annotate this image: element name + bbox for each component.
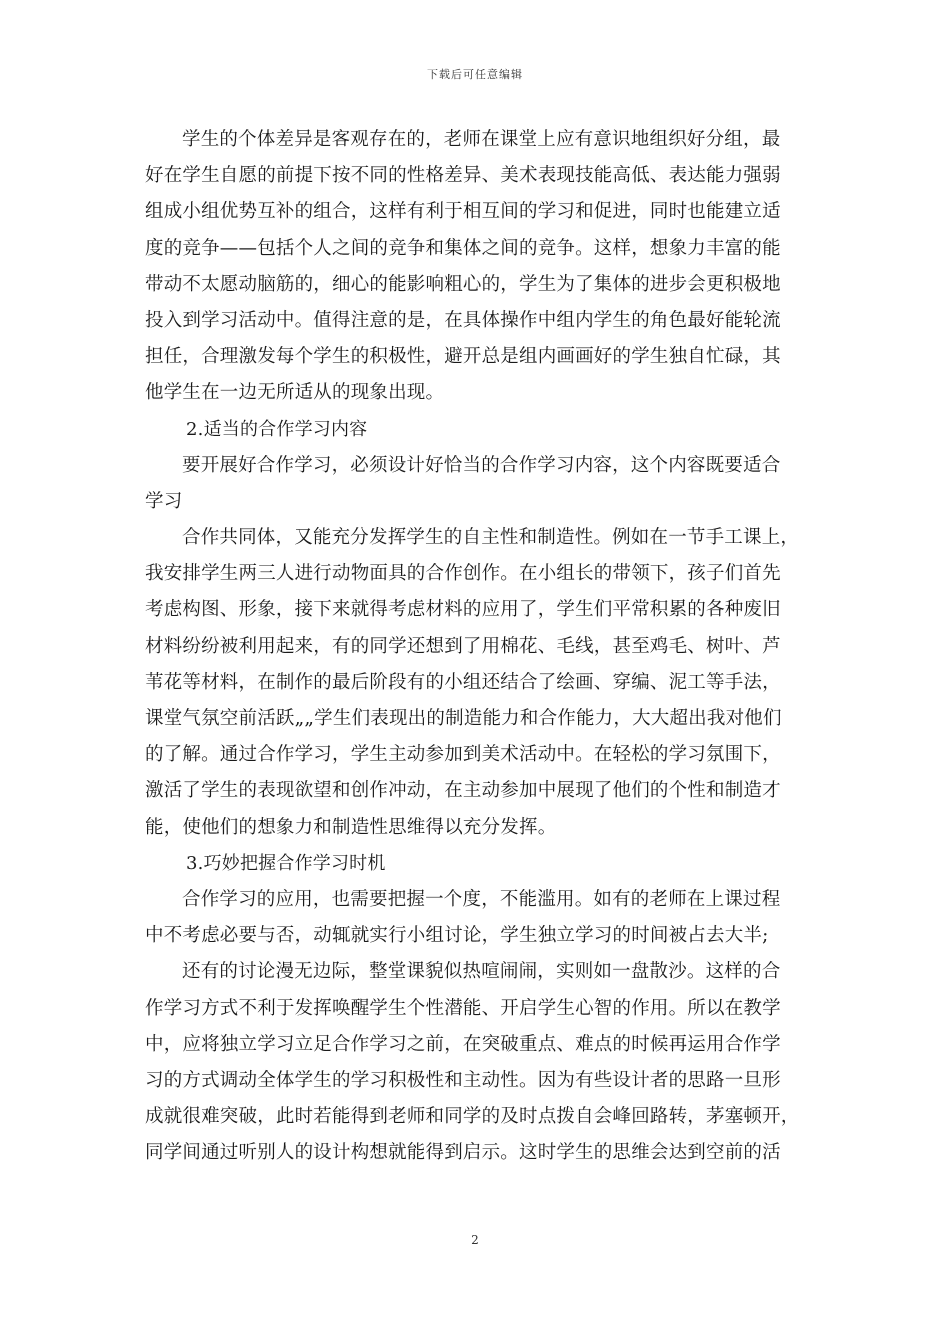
section-heading: 2.适当的合作学习内容	[186, 418, 368, 440]
paragraph-line: 合作学习的应用，也需要把握一个度，不能滥用。如有的老师在上课过程	[182, 888, 781, 910]
page-number: 2	[471, 1233, 479, 1247]
paragraph-line: 要开展好合作学习，必须设计好恰当的合作学习内容，这个内容既要适合	[182, 454, 781, 476]
paragraph-line: 学生的个体差异是客观存在的，老师在课堂上应有意识地组织好分组，最	[182, 129, 781, 150]
paragraph-line: 的了解。通过合作学习，学生主动参加到美术活动中。在轻松的学习氛围下，	[145, 744, 781, 766]
section-heading: 3.巧妙把握合作学习时机	[186, 852, 386, 874]
paragraph-line: 考虑构图、形象，接下来就得考虑材料的应用了，学生们平常积累的各种废旧	[145, 599, 781, 621]
paragraph-line: 还有的讨论漫无边际，整堂课貌似热喧闹闹，实则如一盘散沙。这样的合	[182, 961, 781, 983]
paragraph-line: 担任，合理激发每个学生的积极性，避开总是组内画画好的学生独自忙碌，其	[145, 346, 781, 368]
page-header: 下载后可任意编辑	[427, 68, 523, 81]
paragraph-line: 中不考虑必要与否，动辄就实行小组讨论，学生独立学习的时间被占去大半;	[145, 925, 769, 947]
paragraph-line: 好在学生自愿的前提下按不同的性格差异、美术表现技能高低、表达能力强弱	[145, 165, 781, 187]
paragraph-line: 同学间通过听别人的设计构想就能得到启示。这时学生的思维会达到空前的活	[145, 1142, 781, 1164]
paragraph-line: 能，使他们的想象力和制造性思维得以充分发挥。	[145, 816, 557, 838]
paragraph-line: 投入到学习活动中。值得注意的是，在具体操作中组内学生的角色最好能轮流	[145, 309, 781, 331]
paragraph-line: 度的竞争——包括个人之间的竞争和集体之间的竞争。这样，想象力丰富的能	[145, 237, 781, 259]
paragraph-line: 中，应将独立学习立足合作学习之前，在突破重点、难点的时候再运用合作学	[145, 1033, 781, 1055]
paragraph-line: 带动不太愿动脑筋的，细心的能影响粗心的，学生为了集体的进步会更积极地	[145, 273, 781, 295]
paragraph-line: 他学生在一边无所适从的现象出现。	[145, 382, 445, 404]
paragraph-line: 作学习方式不利于发挥唤醒学生个性潜能、开启学生心智的作用。所以在教学	[145, 997, 781, 1019]
paragraph-line: 材料纷纷被利用起来，有的同学还想到了用棉花、毛线，甚至鸡毛、树叶、芦	[145, 635, 781, 657]
paragraph-line: 成就很难突破，此时若能得到老师和同学的及时点拨自会峰回路转，茅塞顿开，	[145, 1106, 800, 1128]
paragraph-line: 苇花等材料，在制作的最后阶段有的小组还结合了绘画、穿编、泥工等手法，	[145, 671, 781, 693]
paragraph-line: 课堂气氛空前活跃„„学生们表现出的制造能力和合作能力，大大超出我对他们	[145, 708, 782, 729]
paragraph-line: 合作共同体，又能充分发挥学生的自主性和制造性。例如在一节手工课上，	[182, 527, 800, 549]
paragraph-line: 组成小组优势互补的组合，这样有利于相互间的学习和促进，同时也能建立适	[145, 201, 781, 223]
paragraph-line: 习的方式调动全体学生的学习积极性和主动性。因为有些设计者的思路一旦形	[145, 1069, 781, 1091]
paragraph-line: 激活了学生的表现欲望和创作冲动，在主动参加中展现了他们的个性和制造才	[145, 780, 781, 802]
document-body	[145, 122, 813, 1171]
paragraph-line: 学习	[145, 490, 183, 512]
paragraph-line: 我安排学生两三人进行动物面具的合作创作。在小组长的带领下，孩子们首先	[145, 563, 781, 585]
